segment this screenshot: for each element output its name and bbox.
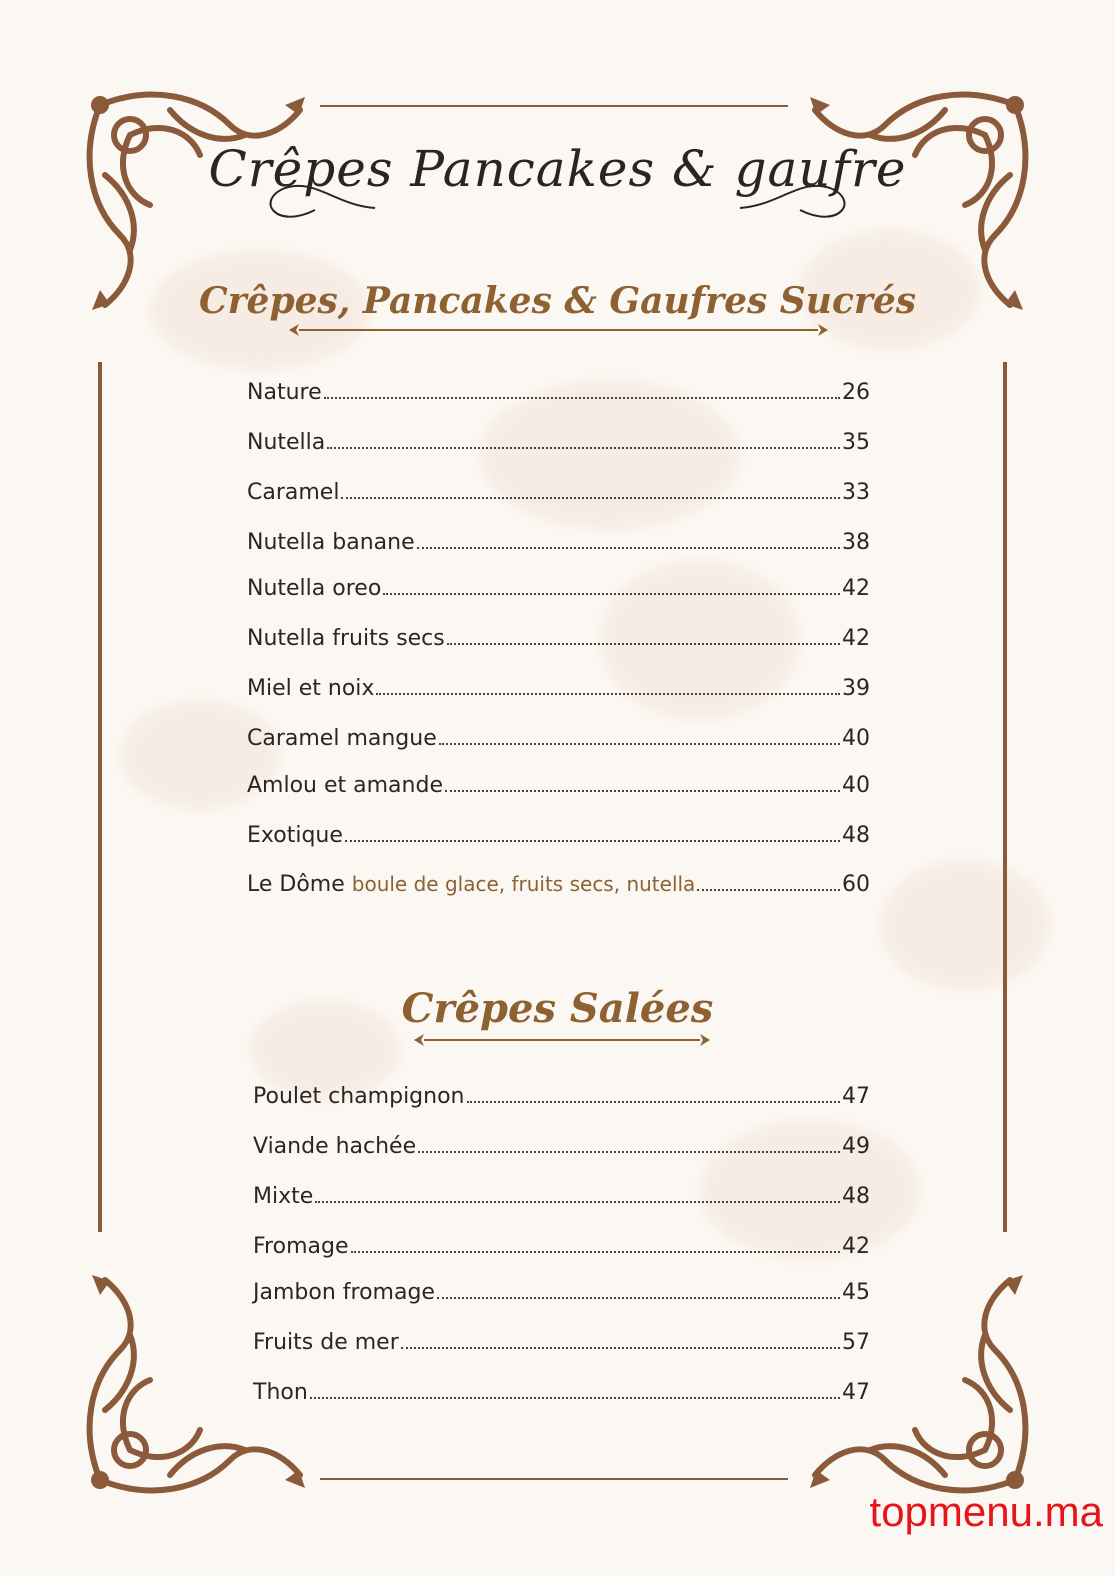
menu-item: [253, 1280, 870, 1305]
menu-item: [247, 380, 870, 405]
menu-item: [247, 823, 870, 848]
item-name: Thon: [253, 1380, 308, 1405]
frame-right-line: [1003, 362, 1007, 1232]
dot-leader: [324, 397, 840, 399]
item-name: Le Dôme: [247, 872, 345, 897]
item-name: Poulet champignon: [253, 1084, 465, 1109]
frame-bottom-line: [320, 1478, 788, 1480]
item-price: 40: [842, 726, 870, 751]
menu-item: [253, 1234, 870, 1259]
dot-leader: [697, 889, 840, 891]
dot-leader: [418, 1151, 840, 1153]
menu-item: [247, 726, 870, 751]
menu-item: [247, 530, 870, 555]
item-name: Fromage: [253, 1234, 349, 1259]
item-price: 47: [842, 1084, 870, 1109]
dot-leader: [447, 643, 840, 645]
dot-leader: [310, 1397, 840, 1399]
menu-item: [247, 626, 870, 651]
item-name: Jambon fromage: [253, 1280, 435, 1305]
section-divider-sucres: [287, 320, 830, 340]
menu-item: [253, 1330, 870, 1355]
dot-leader: [376, 693, 840, 695]
item-name: Amlou et amande: [247, 773, 443, 798]
dot-leader: [351, 1251, 841, 1253]
item-price: 49: [842, 1134, 870, 1159]
item-price: 60: [842, 872, 870, 897]
item-name: Caramel: [247, 480, 340, 505]
menu-item: [253, 1084, 870, 1109]
item-price: 39: [842, 676, 870, 701]
section-divider-salees: [412, 1030, 712, 1050]
menu-item: [253, 1134, 870, 1159]
dot-leader: [345, 840, 840, 842]
item-name: Nutella oreo: [247, 576, 382, 601]
item-price: 57: [842, 1330, 870, 1355]
item-price: 38: [842, 530, 870, 555]
item-price: 35: [842, 430, 870, 455]
menu-item: [247, 773, 870, 798]
dot-leader: [467, 1101, 841, 1103]
background-stain: [880, 860, 1050, 990]
dot-leader: [417, 547, 840, 549]
dot-leader: [341, 497, 840, 499]
item-name: Viande hachée: [253, 1134, 417, 1159]
menu-item: [247, 576, 870, 601]
item-price: 42: [842, 626, 870, 651]
dot-leader: [445, 790, 840, 792]
item-name: Nutella fruits secs: [247, 626, 445, 651]
dot-leader: [315, 1201, 840, 1203]
menu-item: [253, 1380, 870, 1405]
item-name: Nature: [247, 380, 322, 405]
menu-item: [247, 872, 870, 897]
frame-top-line: [320, 105, 788, 107]
item-price: 33: [842, 480, 870, 505]
item-name: Nutella: [247, 430, 326, 455]
item-price: 45: [842, 1280, 870, 1305]
item-name: Nutella banane: [247, 530, 415, 555]
menu-item: [247, 676, 870, 701]
dot-leader: [327, 447, 840, 449]
item-price: 48: [842, 1184, 870, 1209]
item-name: Exotique: [247, 823, 343, 848]
menu-item: [247, 430, 870, 455]
item-price: 26: [842, 380, 870, 405]
item-price: 47: [842, 1380, 870, 1405]
section-title-salees: Crêpes Salées: [401, 985, 714, 1032]
page-title: Crêpes Pancakes & gaufre: [208, 140, 907, 198]
dot-leader: [439, 743, 840, 745]
item-price: 48: [842, 823, 870, 848]
item-price: 42: [842, 576, 870, 601]
item-price: 42: [842, 1234, 870, 1259]
dot-leader: [437, 1297, 840, 1299]
item-name: Miel et noix: [247, 676, 375, 701]
item-description: boule de glace, fruits secs, nutella: [351, 872, 696, 896]
dot-leader: [401, 1347, 840, 1349]
item-name: Caramel mangue: [247, 726, 437, 751]
brand-watermark: topmenu.ma: [869, 1488, 1103, 1535]
item-name: Mixte: [253, 1184, 314, 1209]
frame-left-line: [98, 362, 102, 1232]
item-price: 40: [842, 773, 870, 798]
menu-item: [253, 1184, 870, 1209]
section-title-sucres: Crêpes, Pancakes & Gaufres Sucrés: [198, 280, 917, 322]
dot-leader: [383, 593, 840, 595]
item-name: Fruits de mer: [253, 1330, 399, 1355]
menu-item: [247, 480, 870, 505]
